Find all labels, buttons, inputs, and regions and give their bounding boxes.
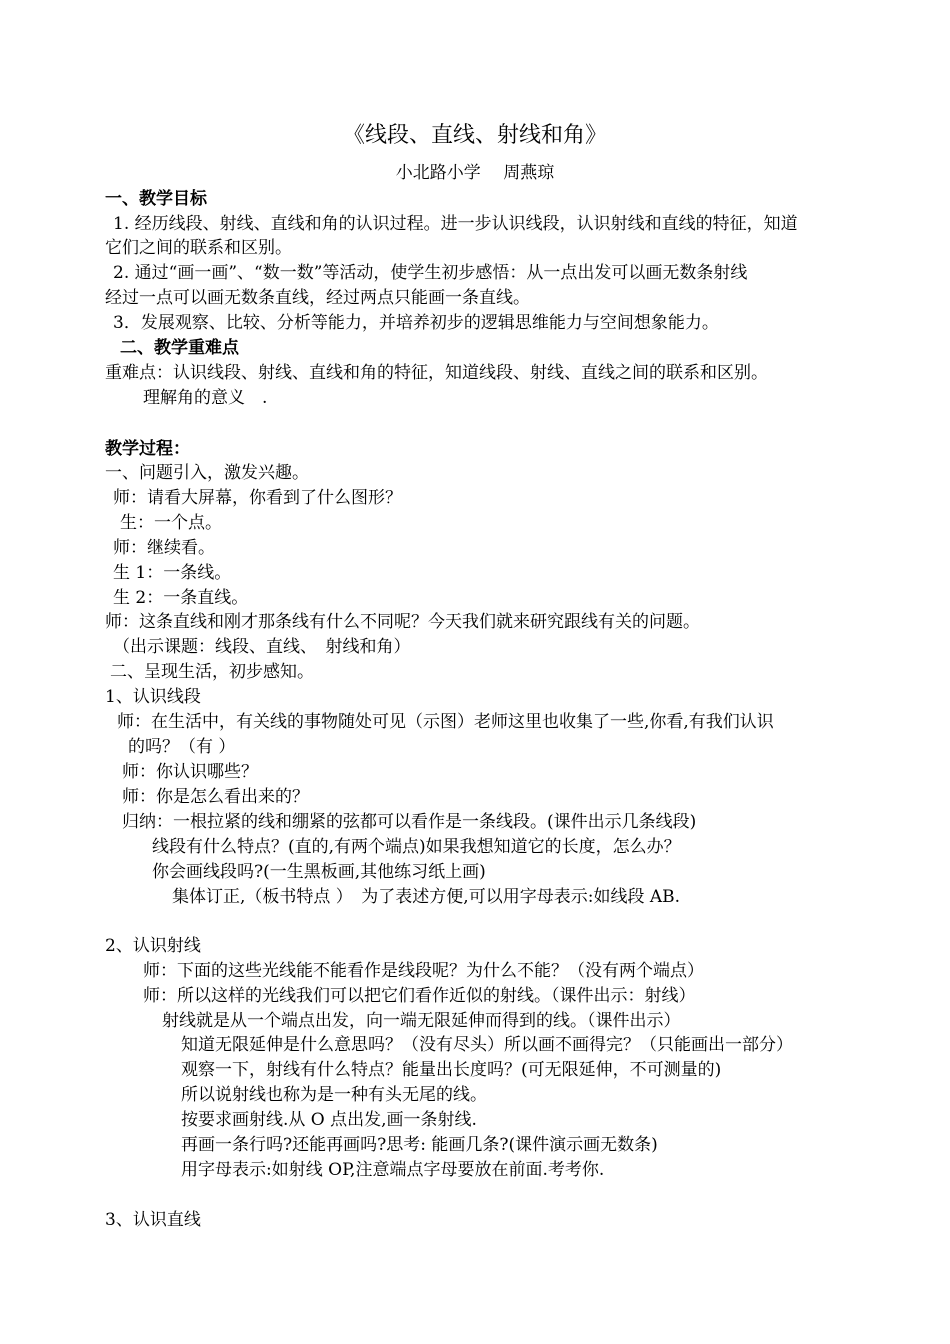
page-title: 《线段、直线、射线和角》 — [342, 123, 607, 148]
dialog-line: 你会画线段吗?(一生黑板画,其他练习纸上画) — [152, 862, 486, 882]
dialog-line: 师：下面的这些光线能不能看作是线段呢？为什么不能？（没有两个端点） — [143, 961, 704, 981]
dialog-line: 所以说射线也称为是一种有头无尾的线。 — [181, 1085, 487, 1105]
dialog-line: 的吗？（有 ） — [128, 737, 236, 757]
key-points-line-1: 重难点：认识线段、射线、直线和角的特征，知道线段、射线、直线之间的联系和区别。 — [105, 363, 768, 383]
dialog-line: 用字母表示:如射线 OP,注意端点字母要放在前面.考考你. — [181, 1160, 605, 1180]
author-line: 小北路小学 周燕琼 — [395, 163, 555, 183]
dialog-line: 按要求画射线.从 O 点出发,画一条射线. — [181, 1110, 477, 1130]
dialog-line: 师：所以这样的光线我们可以把它们看作近似的射线。（课件出示：射线） — [143, 986, 696, 1006]
process-part-2: 二、呈现生活，初步感知。 — [110, 662, 314, 682]
dialog-line: 生 1：一条线。 — [113, 563, 232, 583]
goals-heading: 一、教学目标 — [105, 189, 207, 209]
goal-2-line-1: 2. 通过“画一画”、“数一数”等活动，使学生初步感悟：从一点出发可以画无数条射线 — [113, 263, 748, 283]
dialog-line: 再画一条行吗?还能再画吗?思考: 能画几条?(课件演示画无数条) — [181, 1135, 658, 1155]
section-3-heading: 3、认识直线 — [105, 1210, 201, 1230]
dialog-line: 集体订正,（板书特点 ） 为了表述方便,可以用字母表示:如线段 AB. — [172, 887, 681, 907]
dialog-line: 师：你认识哪些？ — [122, 762, 258, 782]
key-points-heading: 二、教学重难点 — [120, 338, 239, 358]
goal-1-line-2: 它们之间的联系和区别。 — [105, 238, 292, 258]
dialog-line: 线段有什么特点？(直的,有两个端点)如果我想知道它的长度，怎么办？ — [152, 837, 681, 857]
dialog-line: 师：你是怎么看出来的？ — [122, 787, 309, 807]
dialog-line: 师：这条直线和刚才那条线有什么不同呢？今天我们就来研究跟线有关的问题。 — [105, 612, 700, 632]
section-1-heading: 1、认识线段 — [105, 687, 201, 707]
dialog-line: 生 2：一条直线。 — [113, 588, 249, 608]
goal-3: 3．发展观察、比较、分析等能力，并培养初步的逻辑思维能力与空间想象能力。 — [113, 313, 719, 333]
process-part-1: 一、问题引入，激发兴趣。 — [105, 463, 309, 483]
goal-1-line-1: 1. 经历线段、射线、直线和角的认识过程。进一步认识线段，认识射线和直线的特征，知道 — [113, 214, 798, 234]
dialog-line: 归纳：一根拉紧的线和绷紧的弦都可以看作是一条线段。(课件出示几条线段) — [122, 812, 697, 832]
process-heading: 教学过程： — [105, 439, 190, 459]
section-2-heading: 2、认识射线 — [105, 936, 201, 956]
dialog-line: 师：继续看。 — [113, 538, 215, 558]
dialog-line: 师：在生活中，有关线的事物随处可见（示图）老师这里也收集了一些,你看,有我们认识 — [117, 712, 774, 732]
topic-line: （出示课题：线段、直线、 射线和角） — [113, 637, 411, 657]
dialog-line: 知道无限延伸是什么意思吗？（没有尽头）所以画不画得完？（只能画出一部分） — [181, 1035, 793, 1055]
dialog-line: 射线就是从一个端点出发，向一端无限延伸而得到的线。（课件出示） — [162, 1011, 681, 1031]
goal-2-line-2: 经过一点可以画无数条直线，经过两点只能画一条直线。 — [105, 288, 530, 308]
key-points-line-2: 理解角的意义 . — [143, 388, 268, 408]
dialog-line: 师：请看大屏幕，你看到了什么图形？ — [113, 488, 402, 508]
dialog-line: 生：一个点。 — [120, 513, 222, 533]
dialog-line: 观察一下，射线有什么特点？能量出长度吗？(可无限延伸，不可测量的) — [181, 1060, 722, 1080]
